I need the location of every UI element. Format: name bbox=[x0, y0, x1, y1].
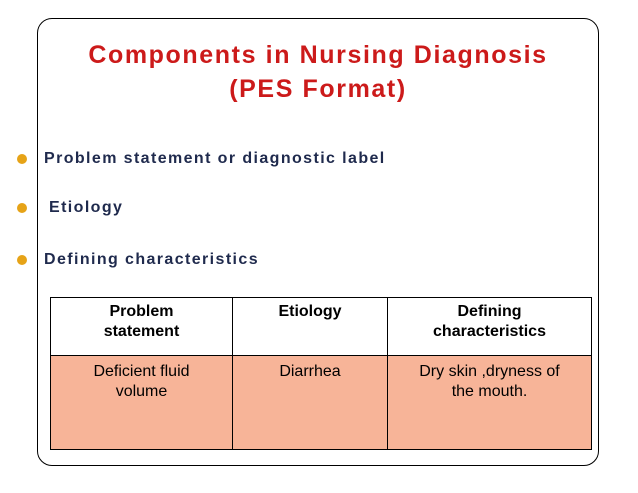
bullet-dot-icon bbox=[17, 255, 27, 265]
bullet-dot-icon bbox=[17, 203, 27, 213]
cell-defining bbox=[388, 356, 592, 450]
cell-line: Dry skin ,dryness of bbox=[419, 363, 560, 380]
cell-problem bbox=[51, 356, 233, 450]
cell-line: Diarrhea bbox=[279, 363, 341, 380]
header-line: characteristics bbox=[433, 323, 546, 340]
header-line: Defining bbox=[457, 303, 522, 320]
bullet-label: Defining characteristics bbox=[44, 251, 259, 268]
bullet-dot-icon bbox=[17, 154, 27, 164]
title-line-2: (PES Format) bbox=[229, 75, 407, 103]
pes-table bbox=[50, 297, 592, 450]
cell-etiology bbox=[233, 356, 388, 450]
bullet-label: Etiology bbox=[49, 199, 124, 216]
header-line: statement bbox=[103, 323, 180, 340]
header-cell-problem bbox=[51, 298, 233, 356]
cell-line: the mouth. bbox=[451, 383, 528, 400]
bullet-label: Problem statement or diagnostic label bbox=[44, 150, 386, 167]
slide-title bbox=[37, 38, 599, 106]
header-line: Etiology bbox=[278, 303, 342, 320]
header-cell-etiology bbox=[233, 298, 388, 356]
cell-line: volume bbox=[115, 383, 168, 400]
title-line-1: Components in Nursing Diagnosis bbox=[88, 41, 548, 69]
table-row bbox=[51, 356, 592, 450]
header-cell-defining bbox=[388, 298, 592, 356]
cell-line: Deficient fluid bbox=[93, 363, 190, 380]
table-header-row bbox=[51, 298, 592, 356]
header-line: Problem bbox=[109, 303, 174, 320]
